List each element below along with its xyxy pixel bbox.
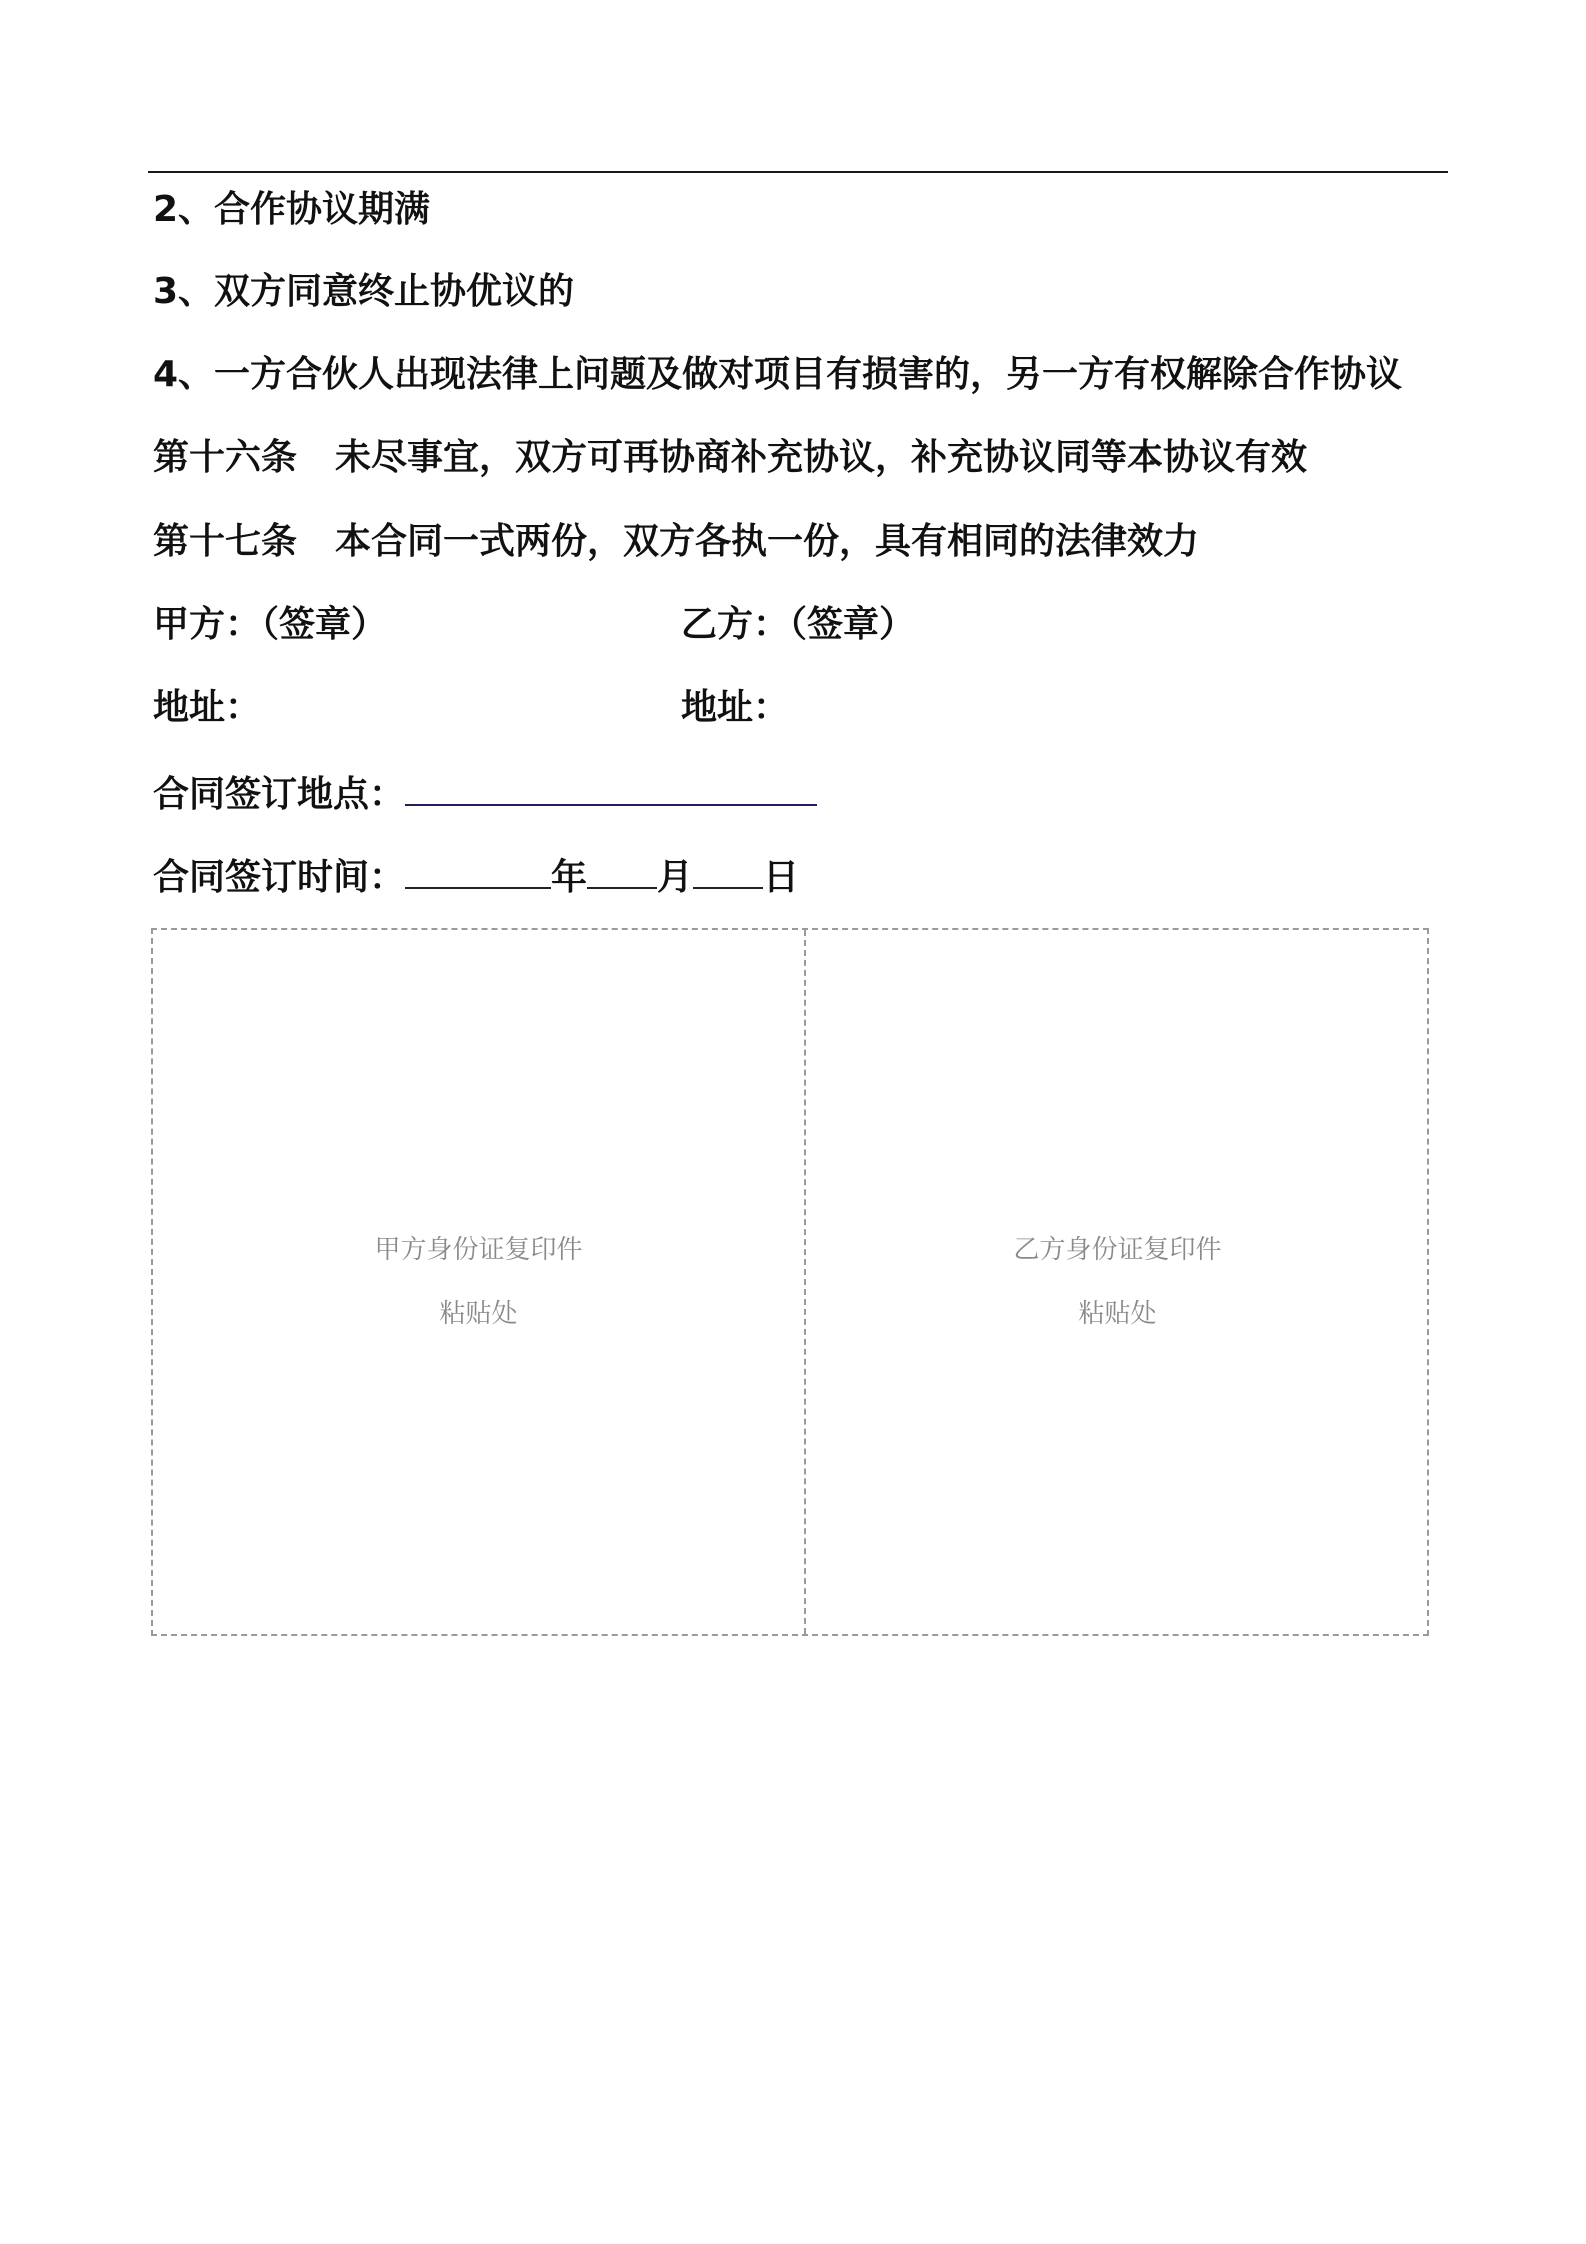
signing-day-blank[interactable]	[693, 851, 763, 889]
clause-4: 4、一方合伙人出现法律上问题及做对项目有损害的，另一方有权解除合作协议	[153, 354, 1403, 395]
id-copy-box	[151, 928, 1429, 1636]
day-label: 日	[763, 857, 800, 898]
party-a-id-note: 粘贴处	[439, 1299, 518, 1329]
signing-month-blank[interactable]	[587, 851, 657, 889]
party-b-signature-label: 乙方：（签章）	[681, 604, 916, 645]
year-label: 年	[551, 857, 588, 898]
header-rule	[148, 171, 1448, 173]
party-b-id-note: 粘贴处	[1078, 1299, 1157, 1329]
party-b-id-area	[806, 930, 1429, 1634]
article-16	[153, 434, 1307, 482]
signing-place-blank[interactable]	[405, 768, 817, 806]
party-b-address-label: 地址：	[681, 687, 790, 728]
month-label: 月	[657, 857, 694, 898]
signing-place-row	[153, 768, 817, 819]
article-16-text: 未尽事宜，双方可再协商补充协议，补充协议同等本协议有效	[335, 437, 1308, 478]
article-17	[153, 518, 1199, 566]
signing-place-label: 合同签订地点：	[153, 774, 406, 815]
party-b-id-title: 乙方身份证复印件	[1013, 1235, 1222, 1265]
signing-year-blank[interactable]	[405, 851, 551, 889]
article-17-label: 第十七条	[153, 521, 298, 562]
party-a-id-title: 甲方身份证复印件	[374, 1235, 583, 1265]
party-a-id-area	[153, 930, 804, 1634]
signing-time-label: 合同签订时间：	[153, 857, 406, 898]
clause-3: 3、双方同意终止协优议的	[153, 271, 575, 312]
clause-2: 2、合作协议期满	[153, 189, 431, 230]
party-a-signature-label: 甲方：（签章）	[153, 604, 388, 645]
article-17-text: 本合同一式两份，双方各执一份，具有相同的法律效力	[335, 521, 1200, 562]
article-16-label: 第十六条	[153, 437, 298, 478]
signing-time-row	[153, 851, 799, 902]
party-a-address-label: 地址：	[153, 687, 262, 728]
